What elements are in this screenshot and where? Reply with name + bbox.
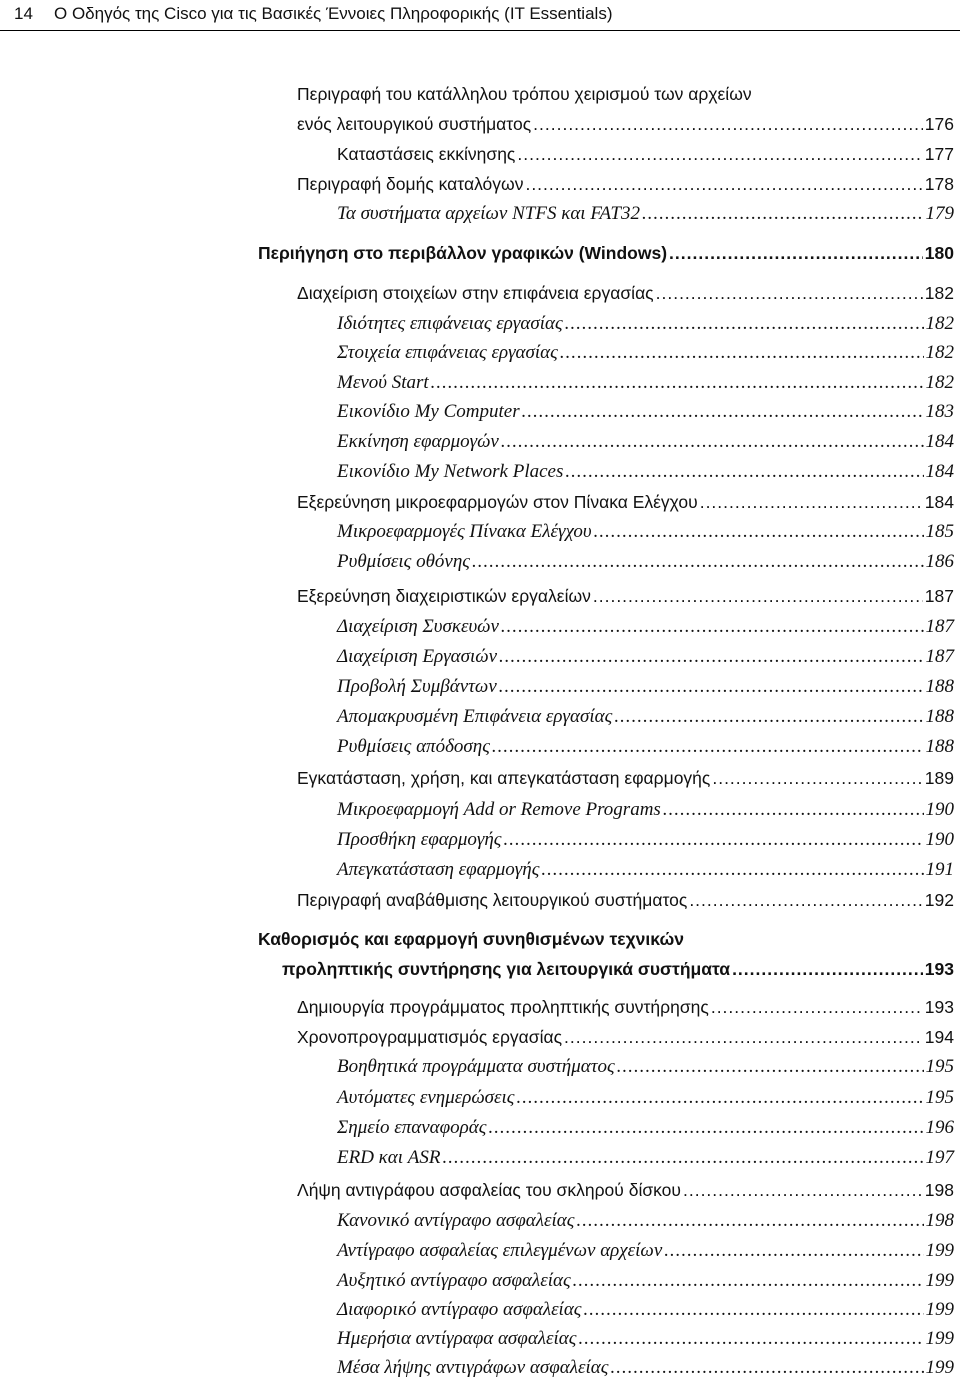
toc-entry[interactable]: Διαχείριση Συσκευών ..... 187	[337, 614, 954, 640]
toc-entry[interactable]: Μενού Start ..... 182	[337, 370, 954, 396]
toc-entry[interactable]: Λήψη αντιγράφου ασφαλείας του σκληρού δίσκου ..... 198	[297, 1177, 954, 1203]
toc-entry[interactable]: Μέσα λήψης αντιγράφων ασφαλείας ..... 199	[337, 1355, 954, 1381]
page-number: 14	[14, 4, 33, 23]
toc-entry[interactable]: Κανονικό αντίγραφο ασφαλείας ..... 198	[337, 1208, 954, 1234]
toc-entry[interactable]: Διαχείριση στοιχείων στην επιφάνεια εργασίας ..... 182	[297, 280, 954, 306]
toc-entry[interactable]: Εγκατάσταση, χρήση, και απεγκατάσταση εφαρμογής ..... 189	[297, 765, 954, 791]
toc-entry[interactable]: Ρυθμίσεις απόδοσης ..... 188	[337, 734, 954, 760]
toc-entry[interactable]: Αυξητικό αντίγραφο ασφαλείας ..... 199	[337, 1268, 954, 1294]
toc-entry[interactable]: Διαφορικό αντίγραφο ασφαλείας ..... 199	[337, 1297, 954, 1323]
toc-entry[interactable]: Περιγραφή δομής καταλόγων ..... 178	[297, 171, 954, 197]
toc-entry[interactable]: Εξερεύνηση διαχειριστικών εργαλείων ..... 187	[297, 583, 954, 609]
section-heading: Καθορισμός και εφαρμογή συνηθισμένων τεχνικών	[258, 929, 684, 949]
toc-entry[interactable]: Εκκίνηση εφαρμογών ..... 184	[337, 429, 954, 455]
toc-entry[interactable]: Σημείο επαναφοράς ..... 196	[337, 1115, 954, 1141]
toc-entry[interactable]: προληπτικής συντήρησης για λειτουργικά συστήματα ..... 193	[282, 956, 954, 982]
toc-entry[interactable]: Μικροεφαρμογές Πίνακα Ελέγχου ..... 185	[337, 519, 954, 545]
toc-entry[interactable]: ERD και ASR ..... 197	[337, 1145, 954, 1171]
toc-entry[interactable]: Καταστάσεις εκκίνησης ..... 177	[337, 141, 954, 167]
toc-entry[interactable]: Προσθήκη εφαρμογής ..... 190	[337, 827, 954, 853]
toc-entry[interactable]: Εξερεύνηση μικροεφαρμογών στον Πίνακα Ελέγχου ..... 184	[297, 489, 954, 515]
toc-entry[interactable]: Διαχείριση Εργασιών ..... 187	[337, 644, 954, 670]
toc-entry[interactable]: Απομακρυσμένη Επιφάνεια εργασίας ..... 188	[337, 704, 954, 730]
toc-line: Περιγραφή του κατάλληλου τρόπου χειρισμού των αρχείων	[297, 84, 752, 104]
toc-entry[interactable]: Μικροεφαρμογή Add or Remove Programs ..... 190	[337, 797, 954, 823]
running-header	[0, 0, 960, 31]
toc-entry[interactable]: Περιήγηση στο περιβάλλον γραφικών (Windows) ..... 180	[258, 240, 954, 266]
toc-entry[interactable]: Απεγκατάσταση εφαρμογής ..... 191	[337, 857, 954, 883]
toc-entry[interactable]: Ρυθμίσεις οθόνης ..... 186	[337, 549, 954, 575]
book-title: Ο Οδηγός της Cisco για τις Βασικές Έννοιες Πληροφορικής (IT Essentials)	[54, 4, 613, 23]
toc-entry[interactable]: Στοιχεία επιφάνειας εργασίας ..... 182	[337, 340, 954, 366]
toc-entry[interactable]: Αυτόματες ενημερώσεις ..... 195	[337, 1085, 954, 1111]
toc-entry[interactable]: Ιδιότητες επιφάνειας εργασίας ..... 182	[337, 311, 954, 337]
toc-entry[interactable]: Περιγραφή αναβάθμισης λειτουργικού συστήματος ..... 192	[297, 887, 954, 913]
toc-entry[interactable]: Προβολή Συμβάντων ..... 188	[337, 674, 954, 700]
toc-entry[interactable]: Τα συστήματα αρχείων NTFS και FAT32 ..... 179	[337, 201, 954, 227]
toc-entry[interactable]: Δημιουργία προγράμματος προληπτικής συντήρησης ..... 193	[297, 994, 954, 1020]
toc-entry[interactable]: Εικονίδιο My Computer ..... 183	[337, 399, 954, 425]
toc-entry[interactable]: Χρονοπρογραμματισμός εργασίας ..... 194	[297, 1024, 954, 1050]
toc-entry[interactable]: Αντίγραφο ασφαλείας επιλεγμένων αρχείων ..... 199	[337, 1238, 954, 1264]
toc-entry[interactable]: Εικονίδιο My Network Places ..... 184	[337, 459, 954, 485]
toc-entry[interactable]: Βοηθητικά προγράμματα συστήματος ..... 195	[337, 1054, 954, 1080]
toc-entry[interactable]: ενός λειτουργικού συστήματος ..... 176	[297, 111, 954, 137]
toc-entry[interactable]: Ημερήσια αντίγραφα ασφαλείας ..... 199	[337, 1326, 954, 1352]
